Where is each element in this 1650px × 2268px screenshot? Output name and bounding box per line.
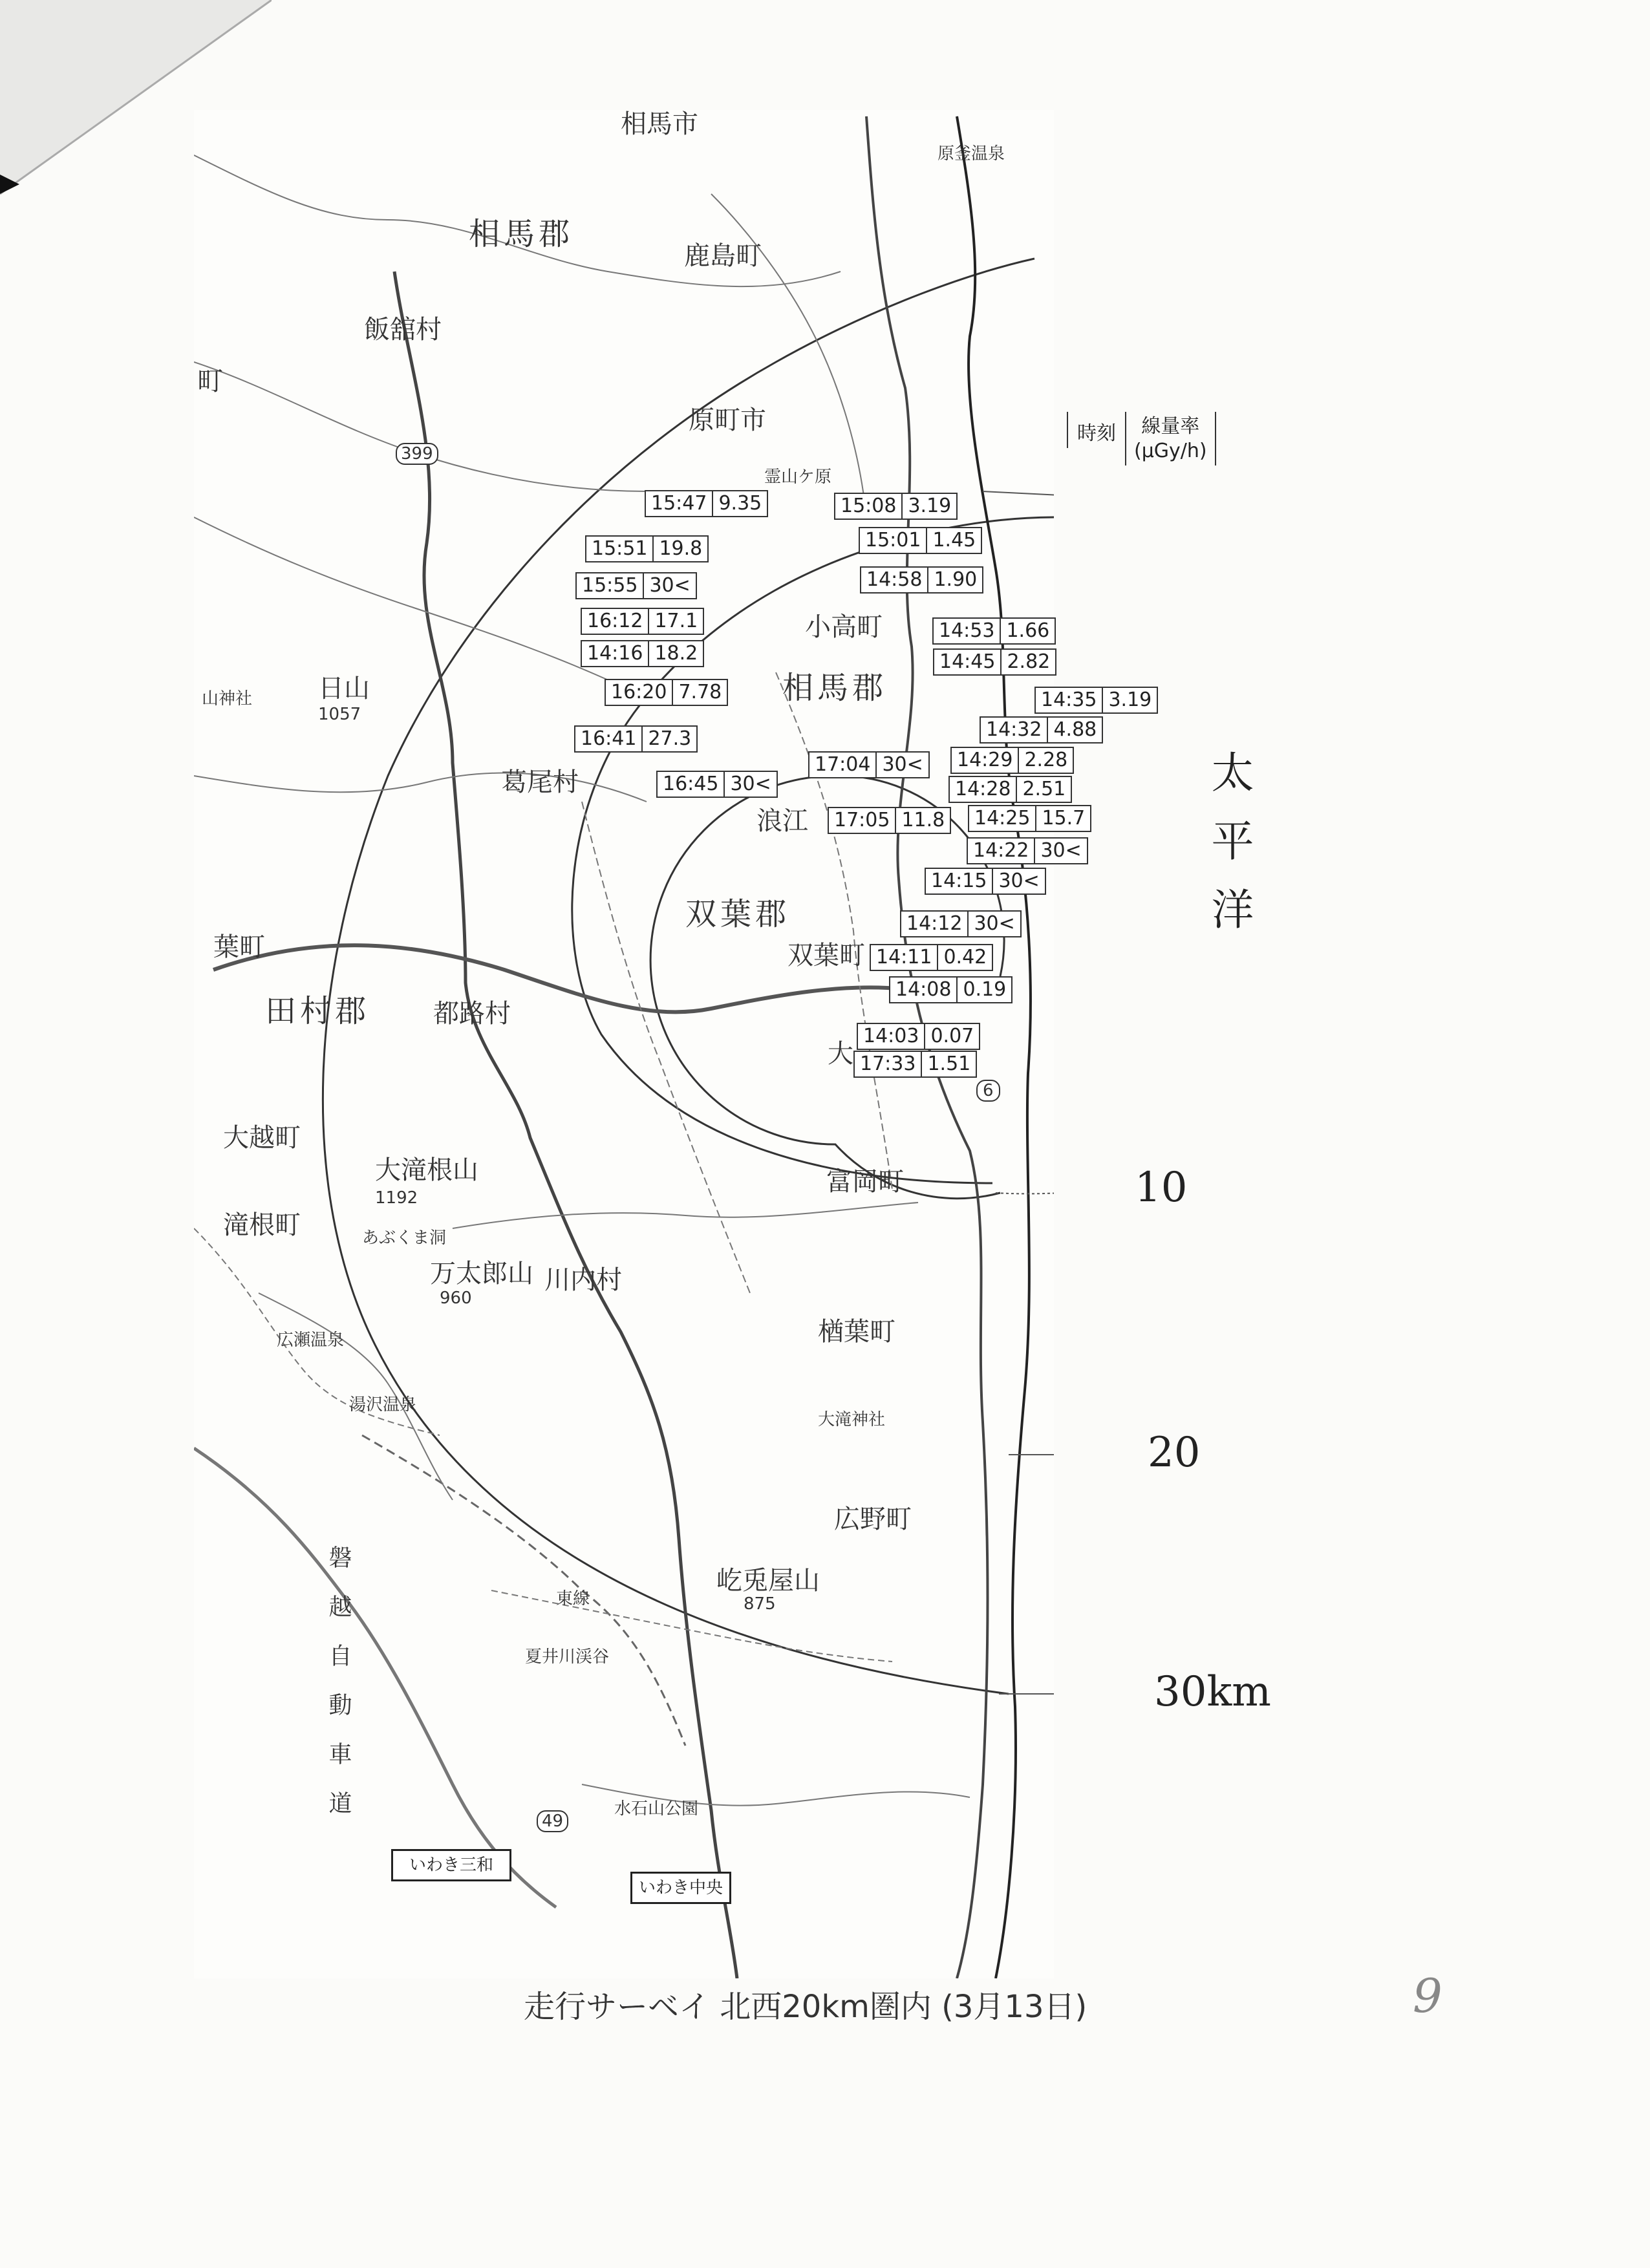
label-mizuishiyama: 水石山公園	[614, 1799, 699, 1819]
sign-iwaki-chuo: いわき中央	[630, 1872, 731, 1904]
label-ba-town: 葉町	[213, 932, 265, 962]
legend-rate-unit: (μGy/h)	[1134, 439, 1207, 462]
label-soma-city: 相馬市	[621, 109, 698, 139]
reading-9: 14:16 18.2	[581, 640, 704, 667]
reading-7: 16:12 17.1	[581, 608, 704, 635]
label-otakineyama-alt: 1192	[375, 1188, 418, 1208]
reading-26: 14:03 0.07	[857, 1023, 980, 1050]
label-souma-county-2: 相馬郡	[782, 670, 888, 706]
label-kashima-town: 鹿島町	[684, 241, 762, 271]
label-odaka-town: 小高町	[805, 612, 883, 642]
legend-time-label: 時刻	[1067, 412, 1125, 448]
label-hirose-onsen: 広瀬温泉	[277, 1331, 345, 1350]
reading-1: 15:47 9.35	[645, 490, 768, 517]
reading-21: 14:22 30<	[967, 837, 1088, 864]
label-mt-hiyama-alt: 1057	[318, 705, 361, 724]
ocean-label: 太平洋	[1204, 750, 1254, 956]
reading-6: 14:58 1.90	[860, 566, 983, 594]
label-kidoyama: 屹兎屋山	[716, 1566, 820, 1596]
reading-27: 17:33 1.51	[853, 1051, 977, 1078]
label-yamagami-shrine: 山神社	[202, 689, 253, 709]
reading-17: 16:45 30<	[656, 771, 778, 798]
reading-24: 14:11 0.42	[870, 944, 993, 971]
label-haramachi-city: 原町市	[689, 405, 766, 435]
label-souma-county: 相馬郡	[469, 216, 574, 252]
label-mt-hiyama: 日山	[318, 674, 370, 703]
reading-3: 15:51 19.8	[585, 535, 709, 562]
reading-2: 15:08 3.19	[834, 493, 958, 520]
label-route-6: 6	[976, 1080, 1000, 1102]
label-yuzawa-onsen: 湯沢温泉	[349, 1395, 417, 1415]
label-abukuma-cave: あぶくま洞	[362, 1228, 447, 1248]
label-daietsu-town: 大越町	[223, 1123, 301, 1153]
label-kawauchi-village: 川内村	[544, 1265, 622, 1295]
label-naraha-town: 楢葉町	[818, 1317, 895, 1347]
reading-5: 15:55 30<	[575, 572, 697, 599]
reading-25: 14:08 0.19	[889, 976, 1012, 1003]
label-futaba-town: 双葉町	[788, 941, 865, 970]
reading-13: 14:32 4.88	[980, 716, 1103, 744]
distance-label-10: 10	[1135, 1164, 1188, 1212]
label-tamura-county: 田村郡	[265, 993, 370, 1029]
map-caption: 走行サーベイ 北西20km圏内 (3月13日)	[524, 1989, 1088, 2025]
reading-19: 17:05 11.8	[828, 807, 951, 834]
distance-label-30: 30km	[1154, 1668, 1271, 1716]
legend	[1067, 412, 1216, 465]
label-route-49: 49	[537, 1810, 568, 1832]
label-otakiyama-shrine: 大滝神社	[818, 1410, 886, 1429]
label-namie: 浪江	[756, 806, 808, 836]
sign-iwaki-sanwa: いわき三和	[391, 1849, 511, 1881]
reading-12: 14:35 3.19	[1034, 687, 1158, 714]
label-mantaroyama: 万太郎山	[430, 1259, 533, 1289]
reading-15: 14:29 2.28	[950, 747, 1074, 774]
road-route399	[394, 272, 737, 1978]
label-route-399: 399	[396, 443, 438, 465]
page-number: 9	[1413, 1969, 1442, 2023]
label-reishan: 霊山ケ原	[764, 467, 832, 487]
reading-16: 17:04 30<	[808, 751, 930, 778]
legend-rate	[1125, 412, 1216, 465]
label-hirono-town: 広野町	[834, 1504, 912, 1534]
label-kidoyama-alt: 875	[744, 1594, 776, 1614]
reading-23: 14:12 30<	[900, 910, 1022, 937]
label-futaba-county: 双葉郡	[685, 896, 791, 932]
label-takine-town: 滝根町	[223, 1210, 301, 1240]
reading-18: 14:28 2.51	[948, 776, 1072, 803]
distance-label-20: 20	[1148, 1429, 1201, 1477]
reading-20: 14:25 15.7	[968, 805, 1091, 832]
reading-8: 14:53 1.66	[932, 617, 1056, 645]
label-natsuigawa: 夏井川渓谷	[525, 1647, 610, 1667]
label-okuma: 大	[828, 1039, 853, 1069]
label-mantaroyama-alt: 960	[440, 1289, 472, 1308]
label-rail-ban: 東線	[556, 1589, 590, 1609]
label-miyakoji-village: 都路村	[433, 999, 511, 1029]
reading-22: 14:15 30<	[925, 868, 1046, 895]
label-road-joban: 磐越自動車道	[325, 1545, 352, 1840]
label-katsurao-village: 葛尾村	[501, 767, 579, 797]
legend-rate-label: 線量率	[1141, 415, 1200, 438]
label-otakineyama: 大滝根山	[375, 1155, 478, 1185]
label-town-left: 町	[197, 367, 223, 396]
reading-14: 16:41 27.3	[574, 725, 698, 753]
label-tomioka-town: 富岡町	[826, 1167, 904, 1197]
reading-11: 16:20 7.78	[605, 679, 728, 706]
label-iitate-village: 飯舘村	[364, 315, 442, 345]
reading-4: 15:01 1.45	[859, 527, 982, 554]
label-hirabu: 原釜温泉	[938, 144, 1005, 164]
reading-10: 14:45 2.82	[933, 648, 1056, 676]
